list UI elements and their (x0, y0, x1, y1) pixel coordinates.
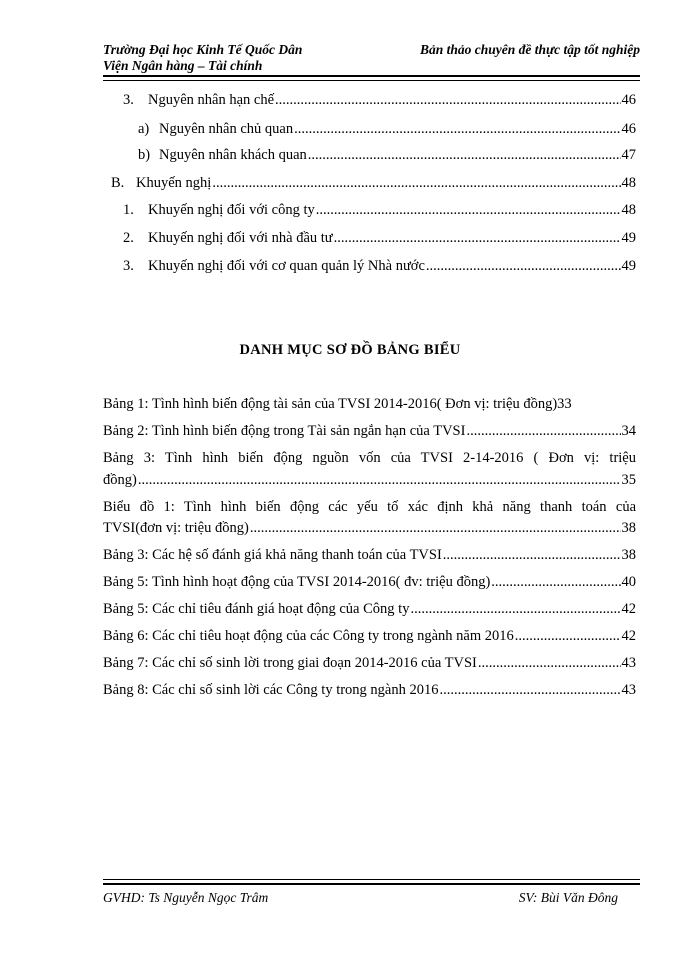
leader-dots (334, 230, 621, 247)
header-rule (103, 75, 640, 81)
toc-text: Khuyến nghị (136, 175, 212, 191)
toc-entry[interactable] (103, 92, 636, 109)
list-entry-line2[interactable] (103, 520, 636, 537)
toc-entry[interactable] (103, 230, 636, 247)
list-entry[interactable] (103, 547, 636, 564)
toc-page: 48 (621, 202, 636, 218)
list-text: Bảng 7: Các chỉ số sinh lời trong giai đoạn 2014-2016 của TVSI (103, 655, 477, 671)
toc-entry[interactable] (103, 147, 636, 164)
leader-dots (308, 147, 621, 164)
toc-text: Nguyên nhân khách quan (159, 147, 307, 163)
list-entry-line2[interactable] (103, 472, 636, 489)
toc-entry[interactable] (103, 258, 636, 275)
list-page: 43 (621, 655, 636, 671)
supervisor-name: GVHD: Ts Nguyễn Ngọc Trâm (103, 890, 269, 905)
institute-name: Viện Ngân hàng – Tài chính (103, 58, 263, 73)
toc-entry[interactable] (103, 175, 636, 192)
leader-dots (515, 628, 621, 645)
list-page: 42 (621, 628, 636, 644)
list-text: Bảng 5: Tình hình hoạt động của TVSI 2014-2016( đv: triệu đồng) (103, 574, 491, 590)
list-text: Bảng 3: Các hệ số đánh giá khả năng thanh toán của TVSI (103, 547, 442, 563)
list-page: 43 (621, 682, 636, 698)
list-text: Bảng 6: Các chỉ tiêu hoạt động của các Công ty trong ngành năm 2016 (103, 628, 514, 644)
list-entry-line1[interactable]: Bảng 3: Tình hình biến động nguồn vốn của TVSI 2-14-2016 ( Đơn vị: triệu (103, 450, 636, 466)
list-title: DANH MỤC SƠ ĐỒ BẢNG BIỂU (239, 342, 461, 358)
list-page: 40 (621, 574, 636, 590)
list-entry[interactable] (103, 682, 636, 699)
leader-dots (491, 574, 620, 591)
document-title: Bản thảo chuyên đề thực tập tốt nghiệp (420, 42, 640, 57)
leader-dots (250, 520, 621, 537)
footer-rule (103, 879, 640, 885)
leader-dots (443, 547, 621, 564)
leader-dots (294, 121, 620, 138)
list-entry[interactable] (103, 574, 636, 591)
list-entry[interactable] (103, 628, 636, 645)
list-page: 35 (621, 472, 636, 488)
toc-text: Khuyến nghị đối với công ty (148, 202, 315, 218)
list-entry[interactable] (103, 655, 636, 672)
toc-number: B. (111, 175, 125, 191)
list-page: 38 (621, 520, 636, 536)
list-entry[interactable] (103, 423, 636, 440)
leader-dots (426, 258, 621, 275)
leader-dots (478, 655, 621, 672)
toc-number: a) (138, 121, 150, 137)
list-entry-line1[interactable]: Biểu đồ 1: Tình hình biến động các yếu tố xác định khả năng thanh toán của (103, 499, 636, 515)
toc-number: b) (138, 147, 151, 163)
list-entry[interactable] (103, 396, 636, 413)
list-page: 33 (557, 396, 572, 412)
list-entry[interactable] (103, 601, 636, 618)
leader-dots (138, 472, 621, 489)
list-text: Bảng 8: Các chỉ số sinh lời các Công ty trong ngành 2016 (103, 682, 439, 698)
toc-entry[interactable] (103, 121, 636, 138)
toc-page: 49 (621, 230, 636, 246)
toc-number: 2. (123, 230, 134, 246)
toc-text: Khuyến nghị đối với cơ quan quản lý Nhà nước (148, 258, 425, 274)
student-name: SV: Bùi Văn Đông (518, 890, 618, 905)
leader-dots (439, 682, 620, 699)
toc-number: 1. (123, 202, 134, 218)
leader-dots (410, 601, 620, 618)
page-header (103, 42, 640, 74)
toc-page: 46 (621, 92, 636, 108)
list-text: Bảng 5: Các chỉ tiêu đánh giá hoạt động của Công ty (103, 601, 410, 617)
leader-dots (212, 175, 620, 192)
toc-page: 49 (621, 258, 636, 274)
leader-dots (316, 202, 621, 219)
toc-number: 3. (123, 92, 134, 108)
toc-page: 46 (621, 121, 636, 137)
list-text: TVSI(đơn vị: triệu đồng) (103, 520, 249, 536)
toc-text: Nguyên nhân hạn chế (148, 92, 275, 108)
list-page: 42 (621, 601, 636, 617)
toc-page: 47 (621, 147, 636, 163)
page-footer (103, 890, 618, 906)
list-text: đồng) (103, 472, 137, 488)
toc-entry[interactable] (103, 202, 636, 219)
toc-number: 3. (123, 258, 134, 274)
leader-dots (275, 92, 620, 109)
toc-text: Nguyên nhân chủ quan (159, 121, 294, 137)
toc-text: Khuyến nghị đối với nhà đầu tư (148, 230, 333, 246)
leader-dots (466, 423, 620, 440)
list-page: 34 (621, 423, 636, 439)
list-text: Bảng 1: Tình hình biến động tài sản của TVSI 2014-2016( Đơn vị: triệu đồng) (103, 396, 558, 412)
university-name: Trường Đại học Kinh Tế Quốc Dân (103, 42, 303, 57)
toc-page: 48 (621, 175, 636, 191)
list-page: 38 (621, 547, 636, 563)
list-text: Bảng 2: Tình hình biến động trong Tài sản ngắn hạn của TVSI (103, 423, 466, 439)
